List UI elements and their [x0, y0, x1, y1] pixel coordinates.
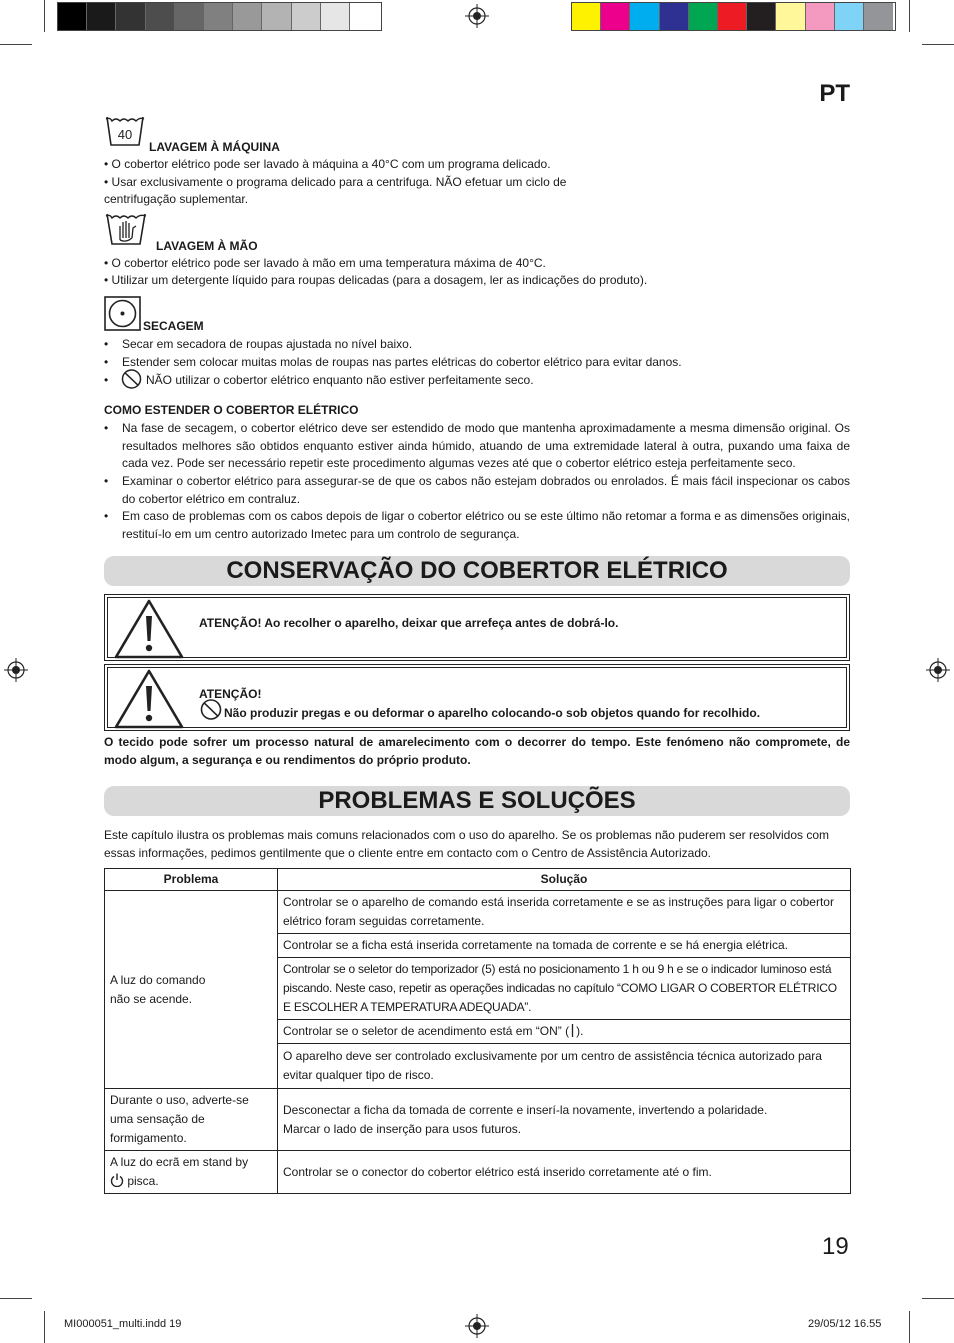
color-swatch: [718, 3, 747, 30]
solution-cell: Controlar se a ficha está inserida corretamente na tomada de corrente e se há energia elétrica.: [278, 934, 851, 958]
color-swatch: [292, 3, 321, 30]
color-swatch-bar: [571, 2, 896, 31]
solution-cell: Controlar se o seletor de acendimento está em “ON” ( ).: [278, 1020, 851, 1044]
section-heading-problems: PROBLEMAS E SOLUÇÕES: [104, 786, 850, 816]
crop-mark: [909, 1311, 910, 1343]
color-swatch: [350, 3, 379, 30]
solution-cell: Controlar se o aparelho de comando está inserida corretamente e se as instruções para ligar o cobertor elétrico foram seguidas corretamente.: [278, 891, 851, 934]
color-swatch: [776, 3, 805, 30]
warning-text: Não produzir pregas e ou deformar o aparelho colocando-o sob objetos quando for recolhido.: [224, 706, 761, 720]
warning-title: ATENÇÃO!: [199, 687, 262, 701]
hand-wash-line: • Utilizar um detergente líquido para roupas delicadas (para a dosagem, ler as indicações do produto).: [104, 273, 648, 287]
color-swatch: [321, 3, 350, 30]
machine-wash-40-icon: [104, 115, 146, 147]
table-row: [105, 891, 851, 934]
color-swatch: [116, 3, 145, 30]
crop-mark: [909, 0, 910, 32]
registration-mark-icon: [465, 1314, 489, 1338]
drying-title: SECAGEM: [143, 319, 204, 333]
problem-cell: A luz do ecrã em stand by pisca.: [105, 1151, 278, 1194]
color-swatch: [689, 3, 718, 30]
svg-text:40: 40: [117, 127, 133, 142]
color-swatch: [87, 3, 116, 30]
color-swatch: [747, 3, 776, 30]
bullet: •: [104, 373, 109, 387]
problems-table: [104, 868, 851, 1194]
color-swatch: [175, 3, 204, 30]
solution-cell: Desconectar a ficha da tomada de corrente e inserí-la novamente, invertendo a polaridade. Marcar o lado de inserção para usos futuros.: [278, 1089, 851, 1151]
warning-box: [104, 594, 850, 661]
crop-mark: [922, 44, 954, 45]
warning-triangle-icon: [113, 668, 185, 730]
language-code: PT: [819, 80, 850, 107]
hand-wash-title: LAVAGEM À MÃO: [156, 239, 258, 253]
color-swatch: [864, 3, 893, 30]
crop-mark: [0, 44, 32, 45]
crop-mark: [44, 0, 45, 32]
color-swatch: [630, 3, 659, 30]
color-swatch: [204, 3, 233, 30]
prohibited-icon: [200, 699, 222, 720]
color-swatch: [146, 3, 175, 30]
table-row: [105, 1089, 851, 1151]
problems-intro: Este capítulo ilustra os problemas mais comuns relacionados com o uso do aparelho. Se os problemas não puderem ser resolvidos com essas informações, pedimos gentilmente que o cliente entre em contacto com o Centro de Assistência Autorizado.: [104, 828, 830, 860]
machine-wash-line: • O cobertor elétrico pode ser lavado à máquina a 40°C com um programa delicado.: [104, 157, 551, 171]
spreading-title: COMO ESTENDER O COBERTOR ELÉTRICO: [104, 403, 359, 417]
color-swatch: [262, 3, 291, 30]
solution-cell: Controlar se o seletor do temporizador (5) está no posicionamento 1 h ou 9 h e se o indicador luminoso está piscando. Neste caso, repetir as operações indicadas no capítulo “COMO LIGAR O COBERTOR ELÉTRICO E ESCOLHER A TEMPERATURA ADEQUADA”.: [278, 958, 851, 1020]
column-header-solution: Solução: [278, 869, 851, 891]
warning-text: ATENÇÃO! Ao recolher o aparelho, deixar que arrefeça antes de dobrá-lo.: [199, 616, 619, 630]
spreading-item: • Na fase de secagem, o cobertor elétrico deve ser estendido de modo que mantenha aproximadamente a mesma dimensão original. Os resultados melhores são obtidos enquanto estiver ainda húmido, atuando de uma extremidade lateral à outra, puxando uma faixa de cada vez. Pode ser necessário repetir este procedimento algumas vezes até que o cobertor elétrico esteja perfeitamente seco.: [104, 421, 850, 471]
solution-cell: Controlar se o conector do cobertor elétrico está inserido corretamente até o fim.: [278, 1151, 851, 1194]
column-header-problem: Problema: [105, 869, 278, 891]
color-swatch: [572, 3, 601, 30]
footer-file: MI000051_multi.indd 19: [64, 1318, 182, 1330]
problem-cell: A luz do comando não se acende.: [105, 891, 278, 1089]
warning-triangle-icon: [113, 598, 185, 660]
prohibited-icon: [121, 369, 142, 389]
solution-cell: O aparelho deve ser controlado exclusivamente por um centro de assistência técnica autorizado para evitar qualquer tipo de risco.: [278, 1044, 851, 1089]
problem-cell: Durante o uso, adverte-se uma sensação de formigamento.: [105, 1089, 278, 1151]
bullet: •: [104, 337, 109, 351]
crop-mark: [922, 1298, 954, 1299]
color-swatch: [58, 3, 87, 30]
section-heading-conservation: CONSERVAÇÃO DO COBERTOR ELÉTRICO: [104, 556, 850, 586]
crop-mark: [0, 1298, 32, 1299]
machine-wash-line: centrifugação suplementar.: [104, 192, 249, 206]
registration-mark-icon: [465, 4, 489, 28]
drying-item: Estender sem colocar muitas molas de roupas nas partes elétricas do cobertor elétrico para evitar danos.: [122, 355, 682, 369]
warning-box: [104, 664, 850, 731]
footer-date: 29/05/12 16.55: [808, 1318, 882, 1330]
bullet: •: [104, 355, 109, 369]
color-swatch: [806, 3, 835, 30]
conservation-note: O tecido pode sofrer um processo natural de amarelecimento com o decorrer do tempo. Este fenómeno não compromete, de modo algum, a segurança e ou rendimentos do próprio produto.: [104, 735, 850, 767]
tumble-dry-low-icon: [104, 296, 141, 331]
color-swatch: [233, 3, 262, 30]
color-swatch: [660, 3, 689, 30]
page-number: 19: [822, 1233, 849, 1260]
hand-wash-icon: [104, 212, 148, 246]
gray-swatch-bar: [57, 2, 382, 31]
machine-wash-title: LAVAGEM À MÁQUINA: [149, 140, 280, 154]
registration-mark-icon: [4, 658, 28, 682]
standby-power-icon: [110, 1173, 124, 1187]
machine-wash-line: • Usar exclusivamente o programa delicado para a centrifuga. NÃO efetuar um ciclo de: [104, 175, 567, 189]
spreading-item: • Examinar o cobertor elétrico para assegurar-se de que os cabos não estejam dobrados ou enrolados. É mais fácil inspecionar os cabos do cobertor elétrico em contraluz.: [104, 474, 850, 506]
spreading-item: • Em caso de problemas com os cabos depois de ligar o cobertor elétrico ou se este último não retomar a forma e as dimensões originais, restituí-lo em um centro autorizado Imetec para um controlo de segurança.: [104, 509, 850, 541]
drying-item: NÃO utilizar o cobertor elétrico enquanto não estiver perfeitamente seco.: [146, 373, 534, 387]
table-header-row: [105, 869, 851, 891]
color-swatch: [601, 3, 630, 30]
registration-mark-icon: [926, 658, 950, 682]
hand-wash-line: • O cobertor elétrico pode ser lavado à mão em uma temperatura máxima de 40°C.: [104, 256, 546, 270]
drying-item: Secar em secadora de roupas ajustada no nível baixo.: [122, 337, 413, 351]
table-row: [105, 1151, 851, 1194]
color-swatch: [835, 3, 864, 30]
crop-mark: [44, 1311, 45, 1343]
